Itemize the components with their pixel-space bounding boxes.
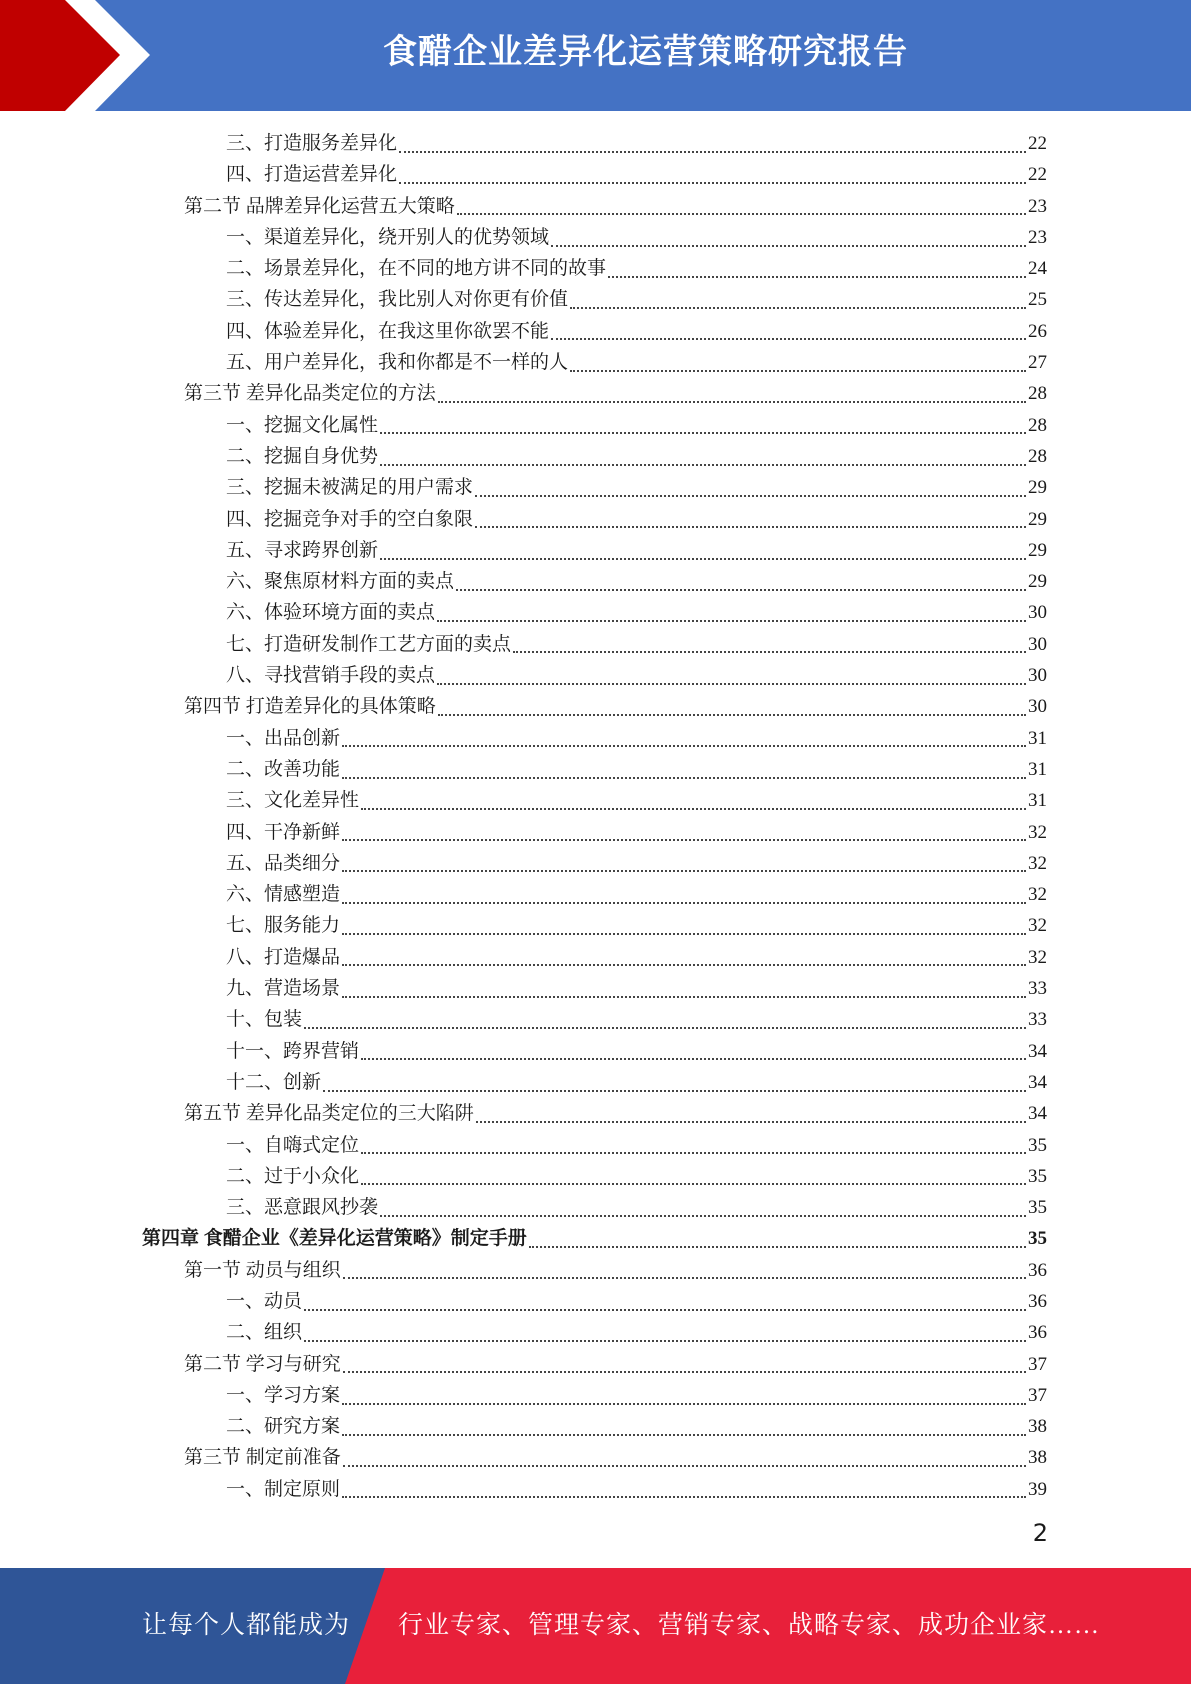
toc-entry-page: 28	[1028, 445, 1047, 467]
toc-entry-page: 36	[1028, 1322, 1047, 1344]
toc-entry[interactable]	[0, 472, 1191, 503]
toc-entry-title: 五、寻求跨界创新	[226, 539, 379, 561]
toc-entry-page: 25	[1028, 289, 1047, 311]
toc-entry[interactable]	[0, 441, 1191, 472]
toc-entry-title: 一、挖掘文化属性	[226, 414, 379, 436]
toc-entry-title: 七、打造研发制作工艺方面的卖点	[226, 633, 512, 655]
toc-entry-title: 第五节 差异化品类定位的三大陷阱	[184, 1103, 474, 1125]
footer-slogan-right: 行业专家、管理专家、营销专家、战略专家、成功企业家……	[398, 1612, 1101, 1639]
toc-entry[interactable]	[0, 754, 1191, 785]
page-number: 2	[1032, 1519, 1048, 1547]
toc-dot-leader	[380, 1215, 1026, 1217]
toc-dot-leader	[342, 1434, 1026, 1436]
toc-entry-page: 31	[1028, 790, 1047, 812]
toc-dot-leader	[342, 777, 1026, 779]
toc-dot-leader	[342, 839, 1026, 841]
toc-entry-title: 三、恶意跟风抄袭	[226, 1197, 379, 1219]
toc-entry[interactable]	[0, 910, 1191, 941]
toc-entry-page: 39	[1028, 1478, 1047, 1500]
toc-entry[interactable]	[0, 1317, 1191, 1348]
toc-dot-leader	[380, 464, 1026, 466]
toc-entry-page: 28	[1028, 414, 1047, 436]
toc-entry-page: 37	[1028, 1384, 1047, 1406]
toc-entry[interactable]	[0, 1286, 1191, 1317]
toc-dot-leader	[608, 276, 1026, 278]
toc-entry-page: 31	[1028, 758, 1047, 780]
toc-entry-page: 22	[1028, 164, 1047, 186]
toc-entry-title: 十、包装	[226, 1009, 303, 1031]
toc-entry-page: 31	[1028, 727, 1047, 749]
toc-entry-page: 35	[1028, 1134, 1047, 1156]
toc-entry-title: 一、制定原则	[226, 1478, 341, 1500]
toc-dot-leader	[437, 683, 1026, 685]
toc-entry-page: 30	[1028, 696, 1047, 718]
toc-dot-leader	[380, 558, 1026, 560]
toc-entry-title: 六、体验环境方面的卖点	[226, 602, 436, 624]
toc-entry-title: 八、打造爆品	[226, 946, 341, 968]
page-header	[0, 0, 1191, 111]
toc-dot-leader	[513, 651, 1026, 653]
toc-entry[interactable]	[0, 1067, 1191, 1098]
toc-dot-leader	[570, 307, 1026, 309]
toc-entry[interactable]	[0, 566, 1191, 597]
toc-entry-title: 四、打造运营差异化	[226, 164, 398, 186]
toc-entry-title: 一、出品创新	[226, 727, 341, 749]
toc-dot-leader	[343, 1465, 1026, 1467]
toc-entry-page: 32	[1028, 946, 1047, 968]
toc-entry-page: 30	[1028, 602, 1047, 624]
toc-dot-leader	[342, 902, 1026, 904]
toc-entry[interactable]	[0, 1442, 1191, 1473]
toc-entry[interactable]	[0, 691, 1191, 722]
toc-dot-leader	[342, 964, 1026, 966]
toc-entry-title: 第三节 差异化品类定位的方法	[184, 383, 436, 405]
toc-dot-leader	[361, 808, 1026, 810]
toc-entry[interactable]	[0, 1098, 1191, 1129]
toc-entry-page: 26	[1028, 320, 1047, 342]
toc-entry-page: 33	[1028, 1009, 1047, 1031]
toc-entry-title: 一、自嗨式定位	[226, 1134, 360, 1156]
toc-entry-page: 23	[1028, 195, 1047, 217]
toc-dot-leader	[342, 1496, 1026, 1498]
toc-entry-page: 35	[1028, 1165, 1047, 1187]
toc-entry-page: 27	[1028, 352, 1047, 374]
toc-entry-title: 七、服务能力	[226, 915, 341, 937]
toc-entry-title: 第二节 学习与研究	[184, 1353, 341, 1375]
toc-dot-leader	[304, 1309, 1026, 1311]
toc-entry-page: 36	[1028, 1259, 1047, 1281]
page-footer	[0, 1568, 1191, 1684]
toc-entry-page: 29	[1028, 539, 1047, 561]
toc-entry-title: 第三节 制定前准备	[184, 1447, 341, 1469]
toc-dot-leader	[380, 432, 1026, 434]
table-of-contents	[0, 128, 1191, 1505]
toc-dot-leader	[342, 745, 1026, 747]
toc-entry[interactable]	[0, 942, 1191, 973]
toc-entry[interactable]	[0, 1380, 1191, 1411]
toc-entry-title: 三、传达差异化，我比别人对你更有价值	[226, 289, 569, 311]
toc-entry[interactable]	[0, 1004, 1191, 1035]
toc-entry-title: 二、研究方案	[226, 1416, 341, 1438]
toc-dot-leader	[437, 620, 1026, 622]
toc-entry[interactable]	[0, 1036, 1191, 1067]
toc-entry[interactable]	[0, 817, 1191, 848]
toc-entry[interactable]	[0, 535, 1191, 566]
toc-entry-title: 四、干净新鲜	[226, 821, 341, 843]
toc-entry[interactable]	[0, 1130, 1191, 1161]
toc-entry[interactable]	[0, 159, 1191, 190]
toc-dot-leader	[438, 401, 1026, 403]
toc-entry-page: 29	[1028, 477, 1047, 499]
toc-entry-page: 33	[1028, 978, 1047, 1000]
toc-entry-title: 第四章 食醋企业《差异化运营策略》制定手册	[142, 1228, 527, 1250]
toc-dot-leader	[475, 495, 1026, 497]
toc-entry[interactable]	[0, 504, 1191, 535]
toc-entry-title: 第二节 品牌差异化运营五大策略	[184, 195, 455, 217]
toc-entry-title: 二、场景差异化，在不同的地方讲不同的故事	[226, 258, 607, 280]
toc-entry-title: 二、改善功能	[226, 758, 341, 780]
toc-entry-title: 八、寻找营销手段的卖点	[226, 665, 436, 687]
toc-entry[interactable]	[0, 253, 1191, 284]
toc-entry-page: 24	[1028, 258, 1047, 280]
toc-entry-page: 34	[1028, 1103, 1047, 1125]
toc-entry[interactable]	[0, 284, 1191, 315]
toc-entry-title: 四、体验差异化，在我这里你欲罢不能	[226, 320, 550, 342]
toc-dot-leader	[304, 1340, 1026, 1342]
toc-dot-leader	[399, 151, 1026, 153]
toc-entry-title: 九、营造场景	[226, 978, 341, 1000]
toc-entry[interactable]	[0, 660, 1191, 691]
toc-entry-title: 二、挖掘自身优势	[226, 445, 379, 467]
toc-dot-leader	[342, 1403, 1026, 1405]
toc-entry[interactable]	[0, 316, 1191, 347]
toc-entry[interactable]	[0, 1161, 1191, 1192]
toc-entry-title: 二、过于小众化	[226, 1165, 360, 1187]
toc-entry-title: 四、挖掘竞争对手的空白象限	[226, 508, 474, 530]
toc-entry[interactable]	[0, 1349, 1191, 1380]
toc-entry-title: 三、文化差异性	[226, 790, 360, 812]
toc-entry-title: 三、挖掘未被满足的用户需求	[226, 477, 474, 499]
toc-entry-page: 29	[1028, 571, 1047, 593]
toc-entry-title: 第四节 打造差异化的具体策略	[184, 696, 436, 718]
toc-entry-page: 35	[1028, 1228, 1047, 1250]
toc-dot-leader	[457, 213, 1026, 215]
toc-entry[interactable]	[0, 1474, 1191, 1505]
toc-dot-leader	[570, 370, 1026, 372]
toc-entry-page: 32	[1028, 821, 1047, 843]
toc-entry-page: 29	[1028, 508, 1047, 530]
document-title: 食醋企业差异化运营策略研究报告	[383, 32, 908, 72]
toc-entry[interactable]	[0, 1411, 1191, 1442]
toc-entry[interactable]	[0, 1192, 1191, 1223]
toc-dot-leader	[399, 182, 1026, 184]
toc-dot-leader	[342, 933, 1026, 935]
toc-entry[interactable]	[0, 410, 1191, 441]
toc-entry-page: 22	[1028, 133, 1047, 154]
toc-entry-page: 30	[1028, 633, 1047, 655]
toc-dot-leader	[476, 1121, 1026, 1123]
toc-entry[interactable]	[0, 848, 1191, 879]
toc-entry-title: 六、聚焦原材料方面的卖点	[226, 571, 455, 593]
toc-dot-leader	[551, 245, 1026, 247]
toc-entry-title: 第一节 动员与组织	[184, 1259, 341, 1281]
toc-dot-leader	[342, 870, 1026, 872]
toc-entry-page: 30	[1028, 665, 1047, 687]
toc-entry-title: 二、组织	[226, 1322, 303, 1344]
toc-entry[interactable]	[0, 1223, 1191, 1254]
toc-dot-leader	[475, 526, 1026, 528]
toc-entry[interactable]	[0, 378, 1191, 409]
toc-dot-leader	[438, 714, 1026, 716]
toc-entry-page: 35	[1028, 1197, 1047, 1219]
toc-dot-leader	[529, 1246, 1026, 1248]
toc-dot-leader	[551, 338, 1026, 340]
toc-entry-page: 34	[1028, 1071, 1047, 1093]
toc-dot-leader	[304, 1027, 1026, 1029]
toc-entry-page: 36	[1028, 1290, 1047, 1312]
toc-entry[interactable]	[0, 222, 1191, 253]
toc-entry-page: 32	[1028, 915, 1047, 937]
toc-entry[interactable]	[0, 191, 1191, 222]
toc-dot-leader	[343, 1277, 1026, 1279]
toc-dot-leader	[361, 1183, 1026, 1185]
toc-entry-page: 32	[1028, 884, 1047, 906]
toc-entry[interactable]	[0, 128, 1191, 159]
toc-entry-title: 三、打造服务差异化	[226, 133, 398, 154]
toc-entry-page: 38	[1028, 1447, 1047, 1469]
toc-entry-title: 十一、跨界营销	[226, 1040, 360, 1062]
toc-entry[interactable]	[0, 785, 1191, 816]
toc-dot-leader	[343, 1371, 1026, 1373]
toc-entry-title: 一、动员	[226, 1290, 303, 1312]
toc-entry[interactable]	[0, 597, 1191, 628]
toc-dot-leader	[361, 1058, 1026, 1060]
toc-entry-page: 34	[1028, 1040, 1047, 1062]
toc-dot-leader	[342, 996, 1026, 998]
toc-entry-title: 五、用户差异化，我和你都是不一样的人	[226, 352, 569, 374]
toc-entry-page: 32	[1028, 852, 1047, 874]
toc-entry-title: 十二、创新	[226, 1071, 322, 1093]
footer-slogan-left: 让每个人都能成为	[142, 1612, 351, 1639]
toc-entry[interactable]	[0, 879, 1191, 910]
toc-entry-title: 一、渠道差异化，绕开别人的优势领域	[226, 226, 550, 248]
toc-entry[interactable]	[0, 629, 1191, 660]
toc-dot-leader	[361, 1152, 1026, 1154]
toc-entry[interactable]	[0, 723, 1191, 754]
toc-entry-page: 37	[1028, 1353, 1047, 1375]
toc-entry-page: 28	[1028, 383, 1047, 405]
toc-entry[interactable]	[0, 347, 1191, 378]
toc-dot-leader	[456, 589, 1026, 591]
toc-entry-page: 23	[1028, 226, 1047, 248]
toc-entry[interactable]	[0, 973, 1191, 1004]
toc-dot-leader	[323, 1090, 1026, 1092]
toc-entry-page: 38	[1028, 1416, 1047, 1438]
toc-entry-title: 六、情感塑造	[226, 884, 341, 906]
toc-entry-title: 五、品类细分	[226, 852, 341, 874]
toc-entry[interactable]	[0, 1255, 1191, 1286]
toc-entry-title: 一、学习方案	[226, 1384, 341, 1406]
